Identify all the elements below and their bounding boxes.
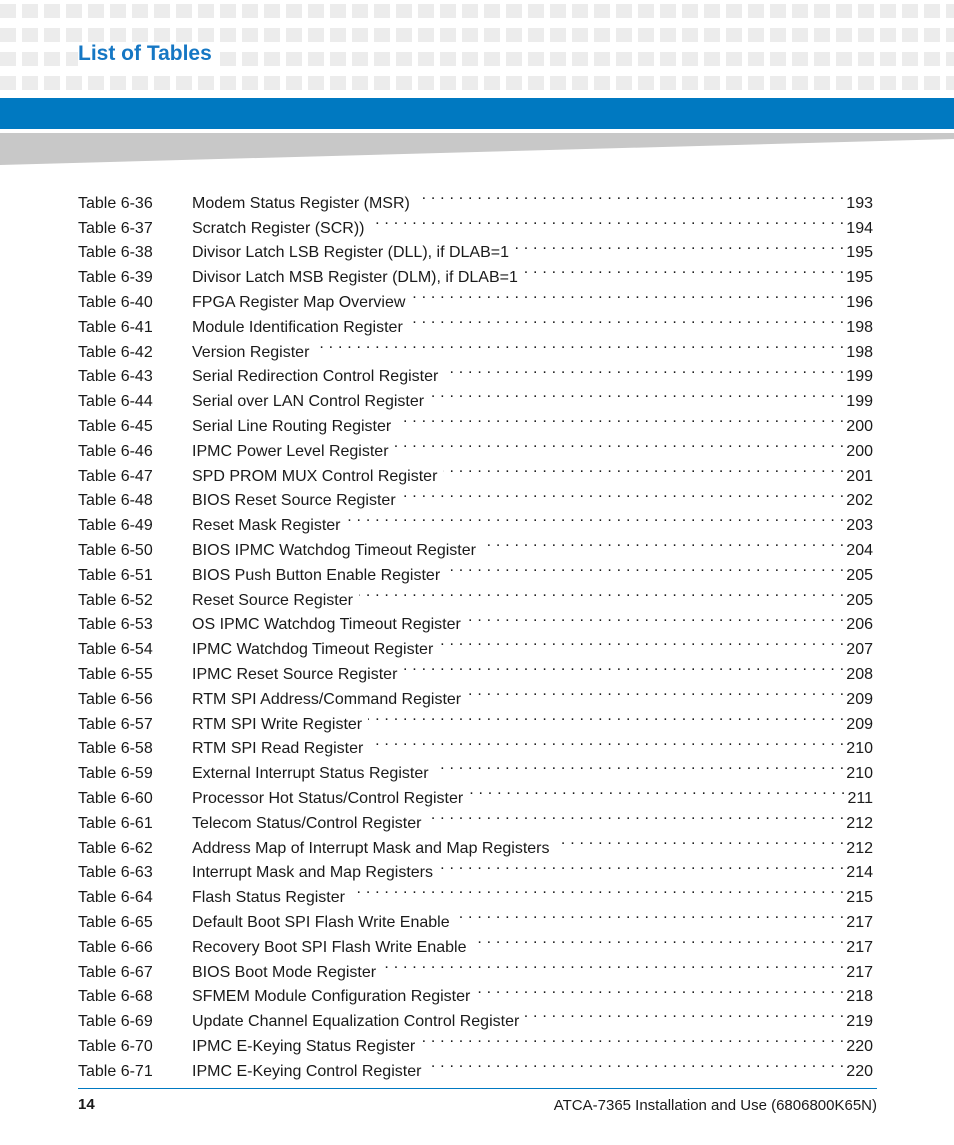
toc-entry-title: Divisor Latch LSB Register (DLL), if DLAB=1	[192, 244, 510, 262]
toc-entry-leader	[443, 456, 844, 481]
toc-entry-leader	[524, 257, 844, 282]
toc-entry-title: Serial Redirection Control Register	[192, 368, 439, 386]
toc-entry-leader	[430, 381, 844, 406]
toc-entry-leader	[476, 977, 844, 1002]
toc-entry-page: 199	[846, 393, 873, 411]
toc-entry-number: Table 6-51	[78, 566, 153, 584]
toc-entry-title: External Interrupt Status Register	[192, 765, 429, 783]
toc-entry-title: BIOS Boot Mode Register	[192, 963, 377, 981]
toc-entry-number: Table 6-64	[78, 889, 153, 907]
page-title: List of Tables	[78, 42, 216, 66]
toc-entry-number: Table 6-62	[78, 839, 153, 857]
toc-entry-leader	[402, 481, 845, 506]
toc-entry-title: SFMEM Module Configuration Register	[192, 988, 471, 1006]
toc-entry-page: 218	[846, 988, 873, 1006]
toc-entry-title: Processor Hot Status/Control Register	[192, 789, 464, 807]
toc-entry-title: BIOS Push Button Enable Register	[192, 566, 441, 584]
toc-entry-page: 209	[846, 690, 873, 708]
toc-entry-title: IPMC Watchdog Timeout Register	[192, 641, 434, 659]
header-grey-wedge	[0, 129, 954, 165]
toc-entry-number: Table 6-52	[78, 591, 153, 609]
toc-entry-leader	[467, 605, 844, 630]
toc-entry-leader	[369, 729, 844, 754]
toc-entry-number: Table 6-63	[78, 864, 153, 882]
toc-entry-title: Serial over LAN Control Register	[192, 393, 425, 411]
toc-entry-leader	[473, 927, 845, 952]
toc-entry-leader	[444, 357, 844, 382]
toc-entry-title: Module Identification Register	[192, 318, 403, 336]
footer-page-number: 14	[78, 1096, 95, 1113]
toc-entry-page: 194	[846, 219, 873, 237]
toc-entry-number: Table 6-55	[78, 665, 153, 683]
toc-entry-page: 217	[846, 938, 873, 956]
toc-entry-page: 202	[846, 492, 873, 510]
toc-entry-number: Table 6-60	[78, 789, 153, 807]
toc-entry-page: 205	[846, 591, 873, 609]
toc-entry-number: Table 6-42	[78, 343, 153, 361]
toc-entry-title: OS IPMC Watchdog Timeout Register	[192, 616, 461, 634]
toc-entry-leader	[556, 828, 845, 853]
toc-entry-leader	[435, 753, 845, 778]
toc-entry-number: Table 6-56	[78, 690, 153, 708]
toc-entry-number: Table 6-45	[78, 417, 153, 435]
toc-entry-title: IPMC E-Keying Status Register	[192, 1037, 416, 1055]
toc-entry-page: 204	[846, 541, 873, 559]
toc-entry-number: Table 6-40	[78, 293, 153, 311]
toc-entry-number: Table 6-68	[78, 988, 153, 1006]
toc-entry-title: Flash Status Register	[192, 889, 345, 907]
toc-entry-page: 195	[846, 244, 873, 262]
toc-entry-page: 219	[846, 1013, 873, 1031]
toc-entry-number: Table 6-48	[78, 492, 153, 510]
toc-entry-page: 220	[846, 1062, 873, 1080]
toc-entry-leader	[359, 580, 844, 605]
toc-entry-leader	[403, 654, 844, 679]
toc-entry-leader	[482, 530, 844, 555]
toc-entry-page: 203	[846, 517, 873, 535]
toc-entry-leader	[351, 877, 844, 902]
toc-entry-title: BIOS Reset Source Register	[192, 492, 396, 510]
toc-entry-leader	[411, 282, 844, 307]
toc-entry-number: Table 6-67	[78, 963, 153, 981]
toc-entry-title: Interrupt Mask and Map Registers	[192, 864, 433, 882]
toc-entry-page: 207	[846, 641, 873, 659]
toc-entry-leader	[409, 307, 845, 332]
toc-entry-leader	[347, 505, 845, 530]
toc-entry-number: Table 6-47	[78, 467, 153, 485]
toc-entry-number: Table 6-57	[78, 715, 153, 733]
toc-entry-leader	[421, 1026, 844, 1051]
toc-entry-page: 220	[846, 1037, 873, 1055]
toc-entry-leader	[397, 406, 844, 431]
toc-entry-page: 193	[846, 194, 873, 212]
toc-entry-title: Address Map of Interrupt Mask and Map Registers	[192, 839, 550, 857]
toc-entry[interactable]	[78, 183, 873, 212]
list-of-tables	[78, 183, 873, 1080]
toc-entry-number: Table 6-50	[78, 541, 153, 559]
toc-entry-leader	[416, 183, 844, 208]
toc-entry-title: Update Channel Equalization Control Register	[192, 1013, 520, 1031]
toc-entry-title: IPMC Power Level Register	[192, 442, 389, 460]
toc-entry-page: 208	[846, 665, 873, 683]
toc-entry-title: RTM SPI Write Register	[192, 715, 363, 733]
toc-entry-title: Default Boot SPI Flash Write Enable	[192, 913, 450, 931]
toc-entry-leader	[469, 778, 845, 803]
toc-entry-number: Table 6-38	[78, 244, 153, 262]
toc-entry-page: 200	[846, 417, 873, 435]
header-blue-band	[0, 98, 954, 129]
toc-entry-page: 215	[846, 889, 873, 907]
toc-entry-title: SPD PROM MUX Control Register	[192, 467, 438, 485]
toc-entry-number: Table 6-37	[78, 219, 153, 237]
toc-entry-number: Table 6-69	[78, 1013, 153, 1031]
toc-entry-number: Table 6-70	[78, 1037, 153, 1055]
toc-entry-title: Recovery Boot SPI Flash Write Enable	[192, 938, 467, 956]
toc-entry-number: Table 6-59	[78, 765, 153, 783]
toc-entry-title: RTM SPI Read Register	[192, 740, 364, 758]
toc-entry-page: 195	[846, 269, 873, 287]
toc-entry-number: Table 6-61	[78, 814, 153, 832]
toc-entry-leader	[439, 853, 844, 878]
toc-entry-title: BIOS IPMC Watchdog Timeout Register	[192, 541, 476, 559]
toc-entry-title: Divisor Latch MSB Register (DLM), if DLAB=1	[192, 269, 518, 287]
toc-entry-page: 199	[846, 368, 873, 386]
toc-entry-page: 201	[846, 467, 873, 485]
toc-entry-number: Table 6-49	[78, 517, 153, 535]
pattern-row	[0, 4, 954, 18]
pattern-row	[0, 28, 954, 42]
toc-entry-number: Table 6-36	[78, 194, 153, 212]
toc-entry-page: 198	[846, 318, 873, 336]
toc-entry-number: Table 6-43	[78, 368, 153, 386]
toc-entry-title: Serial Line Routing Register	[192, 417, 392, 435]
toc-entry-number: Table 6-65	[78, 913, 153, 931]
toc-entry-leader	[368, 704, 844, 729]
toc-entry-number: Table 6-71	[78, 1062, 153, 1080]
toc-entry-title: Telecom Status/Control Register	[192, 814, 422, 832]
toc-entry-title: IPMC Reset Source Register	[192, 665, 398, 683]
toc-entry-number: Table 6-41	[78, 318, 153, 336]
footer-rule	[78, 1088, 877, 1089]
toc-entry-page: 200	[846, 442, 873, 460]
toc-entry-page: 210	[846, 765, 873, 783]
toc-entry-leader	[456, 902, 845, 927]
toc-entry-page: 210	[846, 740, 873, 758]
toc-entry-number: Table 6-39	[78, 269, 153, 287]
toc-entry-leader	[467, 679, 844, 704]
toc-entry-title: FPGA Register Map Overview	[192, 293, 406, 311]
toc-entry-title: IPMC E-Keying Control Register	[192, 1062, 422, 1080]
toc-entry-leader	[446, 555, 844, 580]
footer-document-title: ATCA-7365 Installation and Use (6806800K65N)	[553, 1097, 877, 1114]
grey-wedge-shape	[0, 133, 954, 165]
toc-entry-title: Reset Mask Register	[192, 517, 341, 535]
toc-entry-title: Reset Source Register	[192, 591, 353, 609]
toc-entry-number: Table 6-44	[78, 393, 153, 411]
toc-entry-title: Version Register	[192, 343, 310, 361]
toc-entry-number: Table 6-54	[78, 641, 153, 659]
toc-entry-leader	[525, 1001, 844, 1026]
toc-entry-number: Table 6-53	[78, 616, 153, 634]
toc-entry-leader	[515, 233, 844, 258]
toc-entry-title: RTM SPI Address/Command Register	[192, 690, 462, 708]
toc-entry-page: 212	[846, 839, 873, 857]
toc-entry-page: 205	[846, 566, 873, 584]
toc-entry-number: Table 6-66	[78, 938, 153, 956]
toc-entry-page: 214	[846, 864, 873, 882]
toc-entry-leader	[427, 1051, 844, 1076]
toc-entry-leader	[395, 431, 845, 456]
toc-entry-title: Scratch Register (SCR))	[192, 219, 365, 237]
toc-entry-page: 217	[846, 913, 873, 931]
toc-entry-leader	[439, 629, 844, 654]
toc-entry-page: 217	[846, 963, 873, 981]
toc-entry-page: 196	[846, 293, 873, 311]
toc-entry-page: 206	[846, 616, 873, 634]
toc-entry-page: 212	[846, 814, 873, 832]
toc-entry-leader	[382, 952, 844, 977]
toc-entry-page: 209	[846, 715, 873, 733]
toc-entry-page: 211	[847, 789, 873, 807]
toc-entry-leader	[427, 803, 844, 828]
toc-entry-page: 198	[846, 343, 873, 361]
toc-entry-number: Table 6-58	[78, 740, 153, 758]
toc-entry-title: Modem Status Register (MSR)	[192, 194, 410, 212]
pattern-row	[0, 76, 954, 90]
toc-entry-number: Table 6-46	[78, 442, 153, 460]
toc-entry-leader	[315, 332, 844, 357]
toc-entry-leader	[370, 208, 844, 233]
